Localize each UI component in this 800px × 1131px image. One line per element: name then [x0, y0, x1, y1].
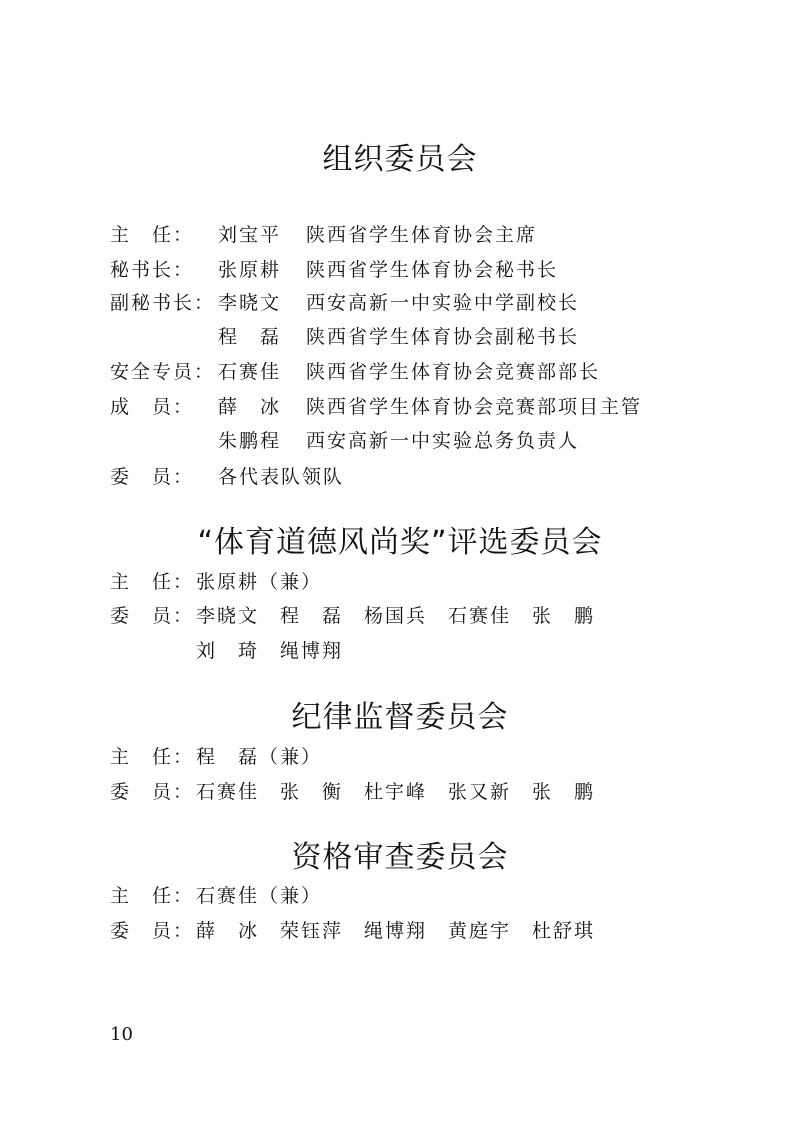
role-label: 成 员： — [110, 396, 195, 418]
section-title-qualification: 资格审查委员会 — [291, 840, 509, 875]
person-name: 张原耕 — [218, 259, 282, 281]
person-name: 石赛佳 — [218, 361, 282, 383]
director-name: 程 磊（兼） — [196, 746, 323, 768]
person-name: 刘宝平 — [218, 224, 282, 246]
person-title: 西安高新一中实验中学副校长 — [306, 292, 580, 314]
person-name: 薛 冰 — [218, 396, 282, 418]
person-title: 陕西省学生体育协会秘书长 — [306, 259, 559, 281]
person-title: 陕西省学生体育协会副秘书长 — [306, 326, 580, 348]
page-number: 10 — [110, 1024, 133, 1045]
person-name: 李晓文 — [218, 292, 282, 314]
person-name: 各代表队领队 — [218, 466, 345, 488]
member-names: 石赛佳 张 衡 杜宇峰 张又新 张 鹏 — [196, 781, 596, 803]
section-title-organizing: 组织委员会 — [322, 142, 478, 177]
person-title: 陕西省学生体育协会竞赛部部长 — [306, 361, 601, 383]
person-title: 陕西省学生体育协会主席 — [306, 224, 538, 246]
section-title-ethics: “体育道德风尚奖”评选委员会 — [197, 525, 603, 560]
role-label: 主 任： — [110, 885, 195, 907]
section-title-discipline: 纪律监督委员会 — [291, 700, 509, 735]
director-name: 张原耕（兼） — [196, 571, 323, 593]
role-label: 主 任： — [110, 224, 195, 246]
member-names: 薛 冰 荣钰萍 绳博翔 黄庭宇 杜舒琪 — [196, 920, 596, 942]
role-label: 主 任： — [110, 571, 195, 593]
person-title: 陕西省学生体育协会竞赛部项目主管 — [306, 396, 643, 418]
role-label: 安全专员： — [110, 361, 216, 383]
role-label: 委 员： — [110, 781, 195, 803]
person-name: 程 磊 — [218, 326, 282, 348]
role-label: 委 员： — [110, 605, 195, 627]
role-label: 主 任： — [110, 746, 195, 768]
person-title: 西安高新一中实验总务负责人 — [306, 430, 580, 452]
role-label: 委 员： — [110, 466, 195, 488]
role-label: 副秘书长： — [110, 292, 216, 314]
role-label: 秘书长： — [110, 259, 195, 281]
member-names: 李晓文 程 磊 杨国兵 石赛佳 张 鹏 — [196, 605, 596, 627]
member-names: 刘 琦 绳博翔 — [196, 640, 344, 662]
person-name: 朱鹏程 — [218, 430, 282, 452]
role-label: 委 员： — [110, 920, 195, 942]
director-name: 石赛佳（兼） — [196, 885, 323, 907]
